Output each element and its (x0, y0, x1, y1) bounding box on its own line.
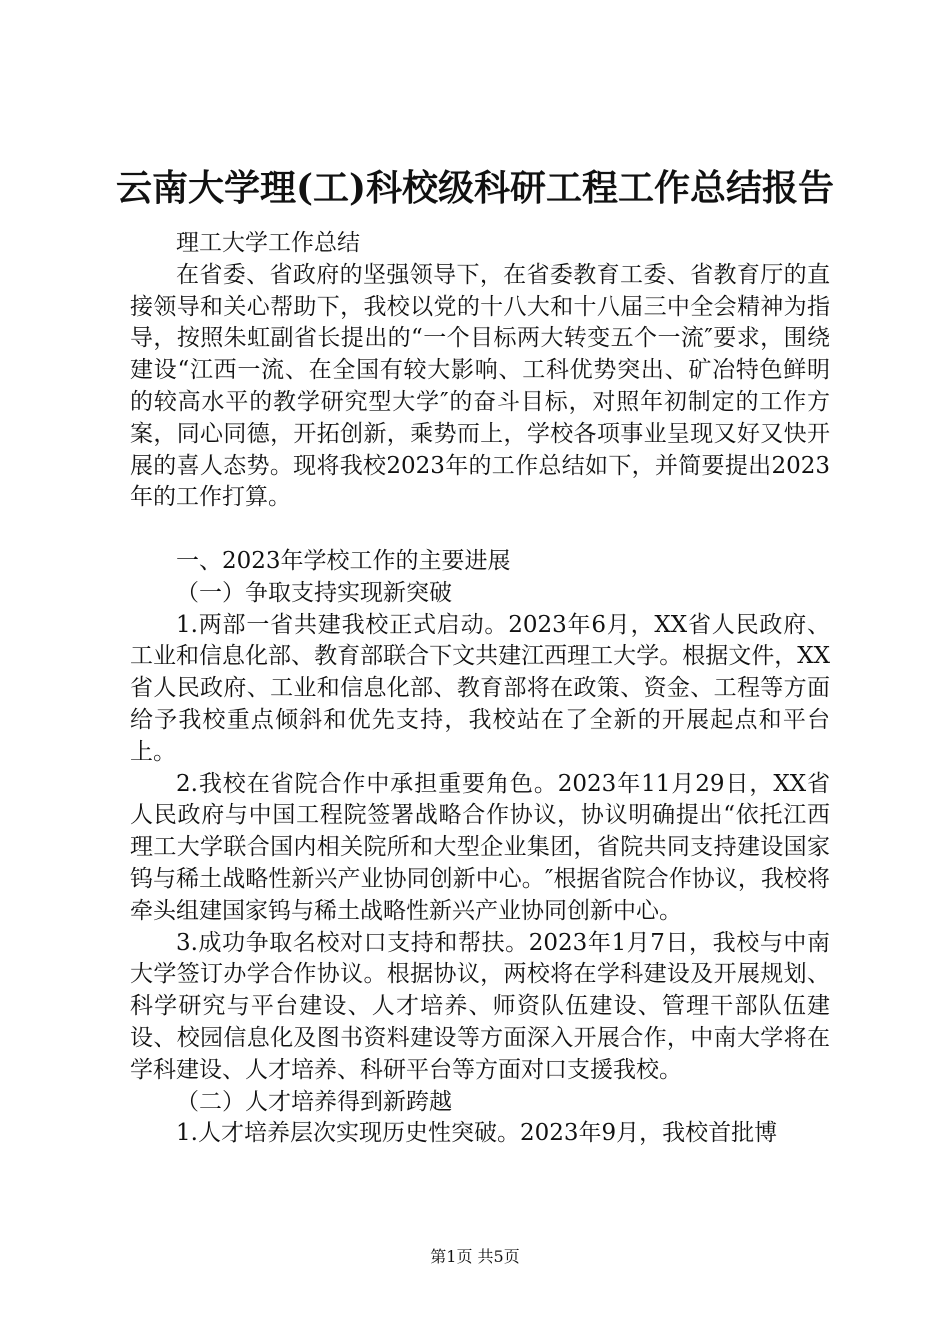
paragraph-item: 3.成功争取名校对口支持和帮扶。2023年1月7日，我校与中南大学签订办学合作协议。根据协议，两校将在学科建设及开展规划、科学研究与平台建设、人才培养、师资队伍建设、管理干部队伍建设、校园信息化及图书资料建设等方面深入开展合作，中南大学将在学科建设、人才培养、科研平台等方面对口支援我校。 (130, 929, 830, 1083)
paragraph-item: 1.人才培养层次实现历史性突破。2023年9月，我校首批博 (176, 1120, 778, 1147)
paragraph-item: 2.我校在省院合作中承担重要角色。2023年11月29日，XX省人民政府与中国工程院签署战略合作协议，协议明确提出“依托江西理工大学联合国内相关院所和大型企业集团，省院共同支持建设国家钨与稀土战略性新兴产业协同创新中心。″根据省院合作协议，我校将牵头组建国家钨与稀土战略性新兴产业协同创新中心。 (130, 770, 830, 924)
paragraph-subtitle: 理工大学工作总结 (176, 230, 360, 256)
page-footer: 第1页 共5页 (430, 1247, 520, 1266)
subsection-heading: （二）人才培养得到新跨越 (176, 1088, 452, 1115)
document-title: 云南大学理(工)科校级科研工程工作总结报告 (115, 167, 835, 209)
subsection-heading: （一）争取支持实现新突破 (176, 579, 452, 606)
paragraph-item: 1.两部一省共建我校正式启动。2023年6月，XX省人民政府、工业和信息化部、教育部联合下文共建江西理工大学。根据文件，XX省人民政府、工业和信息化部、教育部将在政策、资金、工程等方面给予我校重点倾斜和优先支持，我校站在了全新的开展起点和平台上。 (130, 611, 830, 765)
document-body (130, 228, 830, 1150)
paragraph-intro: 在省委、省政府的坚强领导下，在省委教育工委、省教育厅的直接领导和关心帮助下，我校以党的十八大和十八届三中全会精神为指导，按照朱虹副省长提出的“一个目标两大转变五个一流″要求，围绕建设“江西一流、在全国有较大影响、工科优势突出、矿冶特色鲜明的较高水平的教学研究型大学″的奋斗目标，对照年初制定的工作方案，同心同德，开拓创新，乘势而上，学校各项事业呈现又好又快开展的喜人态势。现将我校2023年的工作总结如下，并简要提出2023年的工作打算。 (130, 261, 830, 511)
section-heading: 一、2023年学校工作的主要进展 (176, 547, 511, 574)
